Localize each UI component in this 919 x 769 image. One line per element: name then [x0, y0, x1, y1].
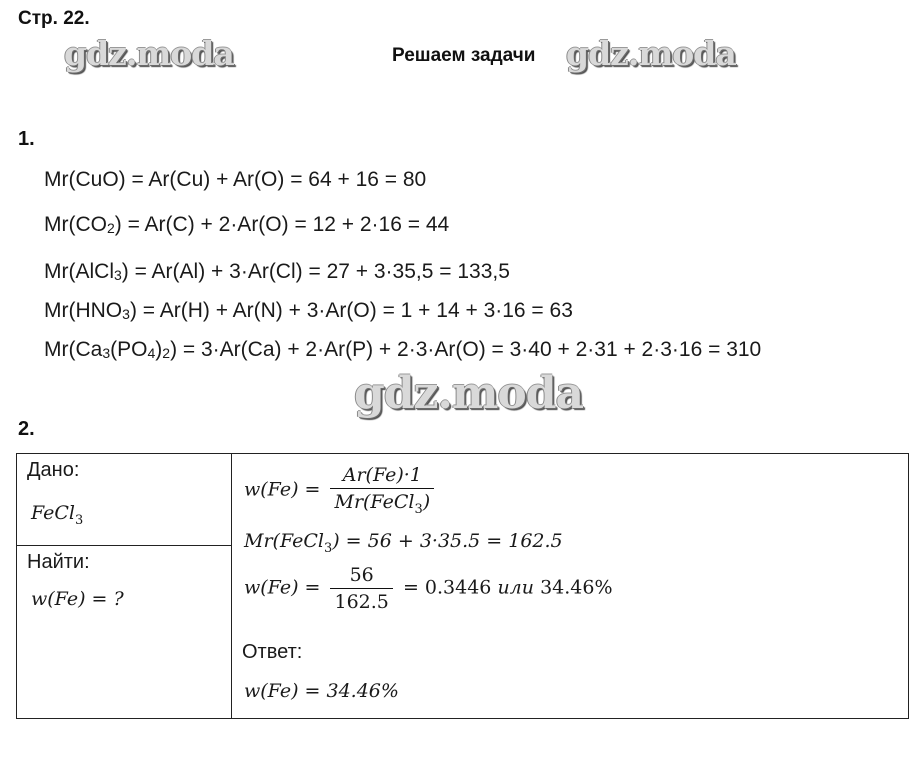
equation-lhs: Mr(CO — [44, 213, 107, 236]
equation-line — [44, 338, 761, 362]
formula-text: 34.46% — [540, 576, 613, 599]
equation-rhs: = Ar(H) + Ar(N) + 3·Ar(O) = 1 + 14 + 3·16 = 63 — [136, 299, 573, 322]
equation-lhs: ) — [114, 213, 122, 236]
fraction — [330, 464, 434, 517]
equation-line — [44, 213, 449, 237]
equation-rhs: = Ar(Cu) + Ar(O) = 64 + 16 = 80 — [125, 168, 427, 191]
equation-lhs: (PO — [110, 338, 148, 361]
equation-lhs: ) — [170, 338, 178, 361]
fraction-numerator: Ar(Fe)·1 — [330, 464, 434, 489]
subscript: 3 — [102, 345, 111, 361]
fraction — [330, 564, 392, 613]
solution-table — [16, 453, 909, 719]
subscript: 4 — [147, 345, 156, 361]
given-formula — [31, 502, 83, 528]
task-number: 1. — [18, 128, 35, 150]
equation-line — [44, 168, 426, 192]
given-cell — [17, 454, 232, 546]
formula-text: Mr(FeCl — [334, 491, 415, 513]
formula-text: FeCl — [31, 502, 76, 524]
equation-lhs: ) — [121, 260, 129, 283]
equation-rhs: = Ar(C) + 2·Ar(O) = 12 + 2·16 = 44 — [121, 213, 450, 236]
answer-expression: w(Fe) = 34.46% — [244, 680, 399, 702]
equation-lhs: ) — [155, 338, 163, 361]
subscript: 3 — [75, 512, 84, 528]
section-title: Решаем задачи — [392, 45, 536, 66]
watermark-logo: gdz.moda — [566, 34, 736, 73]
answer-label: Ответ: — [242, 641, 303, 663]
equation-line — [44, 260, 510, 284]
find-cell — [17, 546, 232, 719]
fraction-numerator: 56 — [330, 564, 392, 589]
equation-lhs: Mr(Ca — [44, 338, 103, 361]
fraction-denominator: 162.5 — [334, 591, 389, 613]
equation-lhs: ) — [129, 299, 137, 322]
subscript: 3 — [122, 306, 130, 322]
equation-rhs: = Ar(Al) + 3·Ar(Cl) = 27 + 3·35,5 = 133,5 — [128, 260, 510, 283]
find-label: Найти: — [27, 551, 90, 573]
subscript: 3 — [323, 540, 333, 556]
subscript: 2 — [106, 220, 115, 236]
formula-lhs: w(Fe) = — [244, 478, 321, 501]
equation-lhs: Mr(CuO) — [44, 168, 126, 191]
solution-cell — [232, 454, 909, 719]
formula-text: ) = 56 + 3·35.5 = 162.5 — [332, 530, 563, 552]
formula-text: = 0.3446 — [402, 576, 492, 599]
page-label: Стр. 22. — [18, 8, 90, 29]
watermark-logo: gdz.moda — [64, 34, 234, 73]
given-label: Дано: — [27, 459, 80, 481]
mass-fraction-formula — [244, 464, 438, 517]
fraction-denominator — [330, 489, 434, 517]
find-expression: w(Fe) = ? — [31, 588, 124, 610]
mass-fraction-calc — [244, 564, 613, 613]
equation-rhs: = 3·Ar(Ca) + 2·Ar(P) + 2·3·Ar(O) = 3·40 + 2·31 + 2·3·16 = 310 — [177, 338, 762, 361]
equation-lhs: Mr(AlCl — [44, 260, 114, 283]
subscript: 2 — [162, 345, 171, 361]
equation-line — [44, 299, 573, 323]
subscript: 3 — [414, 501, 423, 517]
watermark-logo: gdz.moda — [354, 368, 584, 419]
task-number: 2. — [18, 418, 35, 440]
formula-text: или — [497, 576, 535, 599]
equation-lhs: Mr(HNO — [44, 299, 123, 322]
formula-text: ) — [422, 491, 431, 513]
subscript: 3 — [113, 267, 122, 283]
formula-lhs: w(Fe) = — [244, 576, 321, 599]
molar-mass-calc — [244, 530, 563, 556]
formula-text: Mr(FeCl — [244, 530, 324, 552]
